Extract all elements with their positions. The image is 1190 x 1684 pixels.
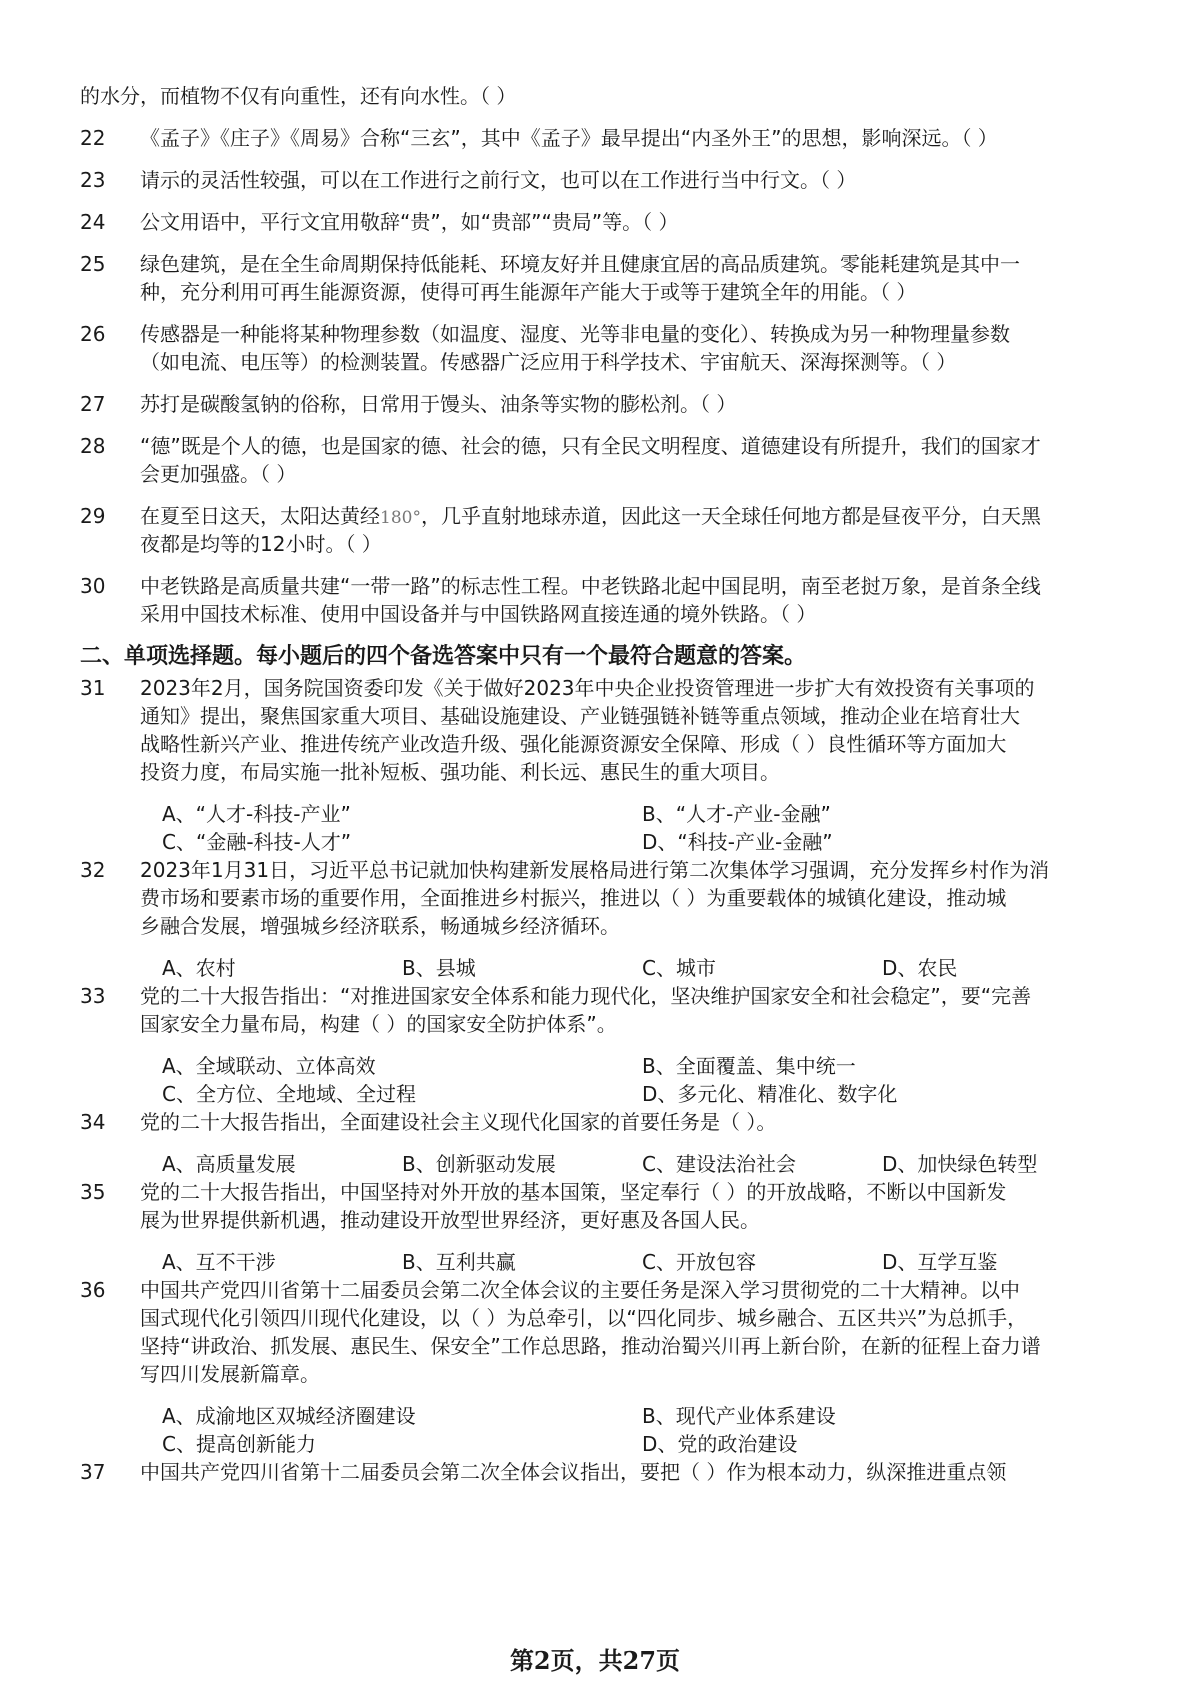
degree-value: 180° — [380, 508, 421, 528]
question-text: 夜都是均等的12小时。（ ） — [140, 532, 382, 556]
option-a: A、互不干涉 — [162, 1250, 276, 1274]
option-d: D、“科技-产业-金融” — [642, 830, 833, 854]
question-number: 30 — [80, 574, 106, 598]
option-b: B、全面覆盖、集中统一 — [642, 1054, 856, 1078]
question-text: 2023年2月，国务院国资委印发《关于做好2023年中央企业投资管理进一步扩大有效投资有关事项的 — [140, 676, 1035, 700]
option-b: B、“人才-产业-金融” — [642, 802, 831, 826]
question-text: 国式现代化引领四川现代化建设，以（ ）为总牵引，以“四化同步、城乡融合、五区共兴”为总抓手， — [140, 1306, 1028, 1330]
question-text: 公文用语中，平行文宜用敬辞“贵”，如“贵部”“贵局”等。（ ） — [140, 210, 679, 234]
question-text: 党的二十大报告指出，中国坚持对外开放的基本国策，坚定奉行（ ）的开放战略，不断以中国新发 — [140, 1180, 1007, 1204]
option-c: C、城市 — [642, 956, 716, 980]
question-number: 31 — [80, 676, 106, 700]
option-b: B、县城 — [402, 956, 476, 980]
question-text: 请示的灵活性较强，可以在工作进行之前行文，也可以在工作进行当中行文。（ ） — [140, 168, 857, 192]
question-text: 《孟子》《庄子》《周易》合称“三玄”，其中《孟子》最早提出“内圣外王”的思想，影响深远。（ ） — [140, 126, 998, 150]
option-a: A、成渝地区双城经济圈建设 — [162, 1404, 416, 1428]
question-text: （如电流、电压等）的检测装置。传感器广泛应用于科学技术、宇宙航天、深海探测等。（ ） — [140, 350, 957, 374]
option-d: D、多元化、精准化、数字化 — [642, 1082, 898, 1106]
option-c: C、提高创新能力 — [162, 1432, 316, 1456]
question-number: 24 — [80, 210, 106, 234]
question-number: 32 — [80, 858, 106, 882]
question-text: 中国共产党四川省第十二届委员会第二次全体会议的主要任务是深入学习贯彻党的二十大精神。以中 — [140, 1278, 1020, 1302]
option-d: D、农民 — [882, 956, 958, 980]
question-text: 采用中国技术标准、使用中国设备并与中国铁路网直接连通的境外铁路。（ ） — [140, 602, 817, 626]
question-number: 22 — [80, 126, 106, 150]
option-c: C、“金融-科技-人才” — [162, 830, 352, 854]
question-text: 展为世界提供新机遇，推动建设开放型世界经济，更好惠及各国人民。 — [140, 1208, 760, 1232]
question-text: 会更加强盛。（ ） — [140, 462, 297, 486]
question-text: 费市场和要素市场的重要作用，全面推进乡村振兴，推进以（ ）为重要载体的城镇化建设，推动城 — [140, 886, 1007, 910]
option-a: A、农村 — [162, 956, 236, 980]
section-heading: 二、单项选择题。每小题后的四个备选答案中只有一个最符合题意的答案。 — [80, 644, 807, 669]
question-text: 种，充分利用可再生能源资源，使得可再生能源年产能大于或等于建筑全年的用能。（ ） — [140, 280, 917, 304]
question-number: 34 — [80, 1110, 106, 1134]
question-text: 绿色建筑，是在全生命周期保持低能耗、环境友好并且健康宜居的高品质建筑。零能耗建筑是其中一 — [140, 252, 1020, 276]
question-text: 写四川发展新篇章。 — [140, 1362, 320, 1386]
question-number: 35 — [80, 1180, 106, 1204]
question-text: “德”既是个人的德，也是国家的德、社会的德，只有全民文明程度、道德建设有所提升，我们的国家才 — [140, 434, 1041, 458]
option-b: B、现代产业体系建设 — [642, 1404, 836, 1428]
question-number: 26 — [80, 322, 106, 346]
option-d: D、党的政治建设 — [642, 1432, 798, 1456]
question-text: 党的二十大报告指出：“对推进国家安全体系和能力现代化，坚决维护国家安全和社会稳定”，要“完善 — [140, 984, 1032, 1008]
option-c: C、开放包容 — [642, 1250, 756, 1274]
question-text: 乡融合发展，增强城乡经济联系，畅通城乡经济循环。 — [140, 914, 620, 938]
text-segment: 在夏至日这天，太阳达黄经 — [140, 504, 380, 528]
option-c: C、建设法治社会 — [642, 1152, 796, 1176]
question-number: 37 — [80, 1460, 106, 1484]
question-text — [140, 503, 1041, 531]
option-a: A、“人才-科技-产业” — [162, 802, 351, 826]
question-text: 国家安全力量布局，构建（ ）的国家安全防护体系”。 — [140, 1012, 617, 1036]
question-text: 2023年1月31日，习近平总书记就加快构建新发展格局进行第二次集体学习强调，充分发挥乡村作为消 — [140, 858, 1050, 882]
question-text: 党的二十大报告指出，全面建设社会主义现代化国家的首要任务是（ ）。 — [140, 1110, 777, 1134]
option-a: A、高质量发展 — [162, 1152, 296, 1176]
option-b: B、互利共赢 — [402, 1250, 516, 1274]
question-text: 中老铁路是高质量共建“一带一路”的标志性工程。中老铁路北起中国昆明，南至老挝万象，是首条全线 — [140, 574, 1041, 598]
option-d: D、加快绿色转型 — [882, 1152, 1038, 1176]
q21-tail: 的水分，而植物不仅有向重性，还有向水性。（ ） — [80, 84, 517, 108]
question-text: 投资力度，布局实施一批补短板、强功能、利长远、惠民生的重大项目。 — [140, 760, 780, 784]
question-number: 23 — [80, 168, 106, 192]
question-text: 战略性新兴产业、推进传统产业改造升级、强化能源资源安全保障、形成（ ）良性循环等方面加大 — [140, 732, 1007, 756]
option-d: D、互学互鉴 — [882, 1250, 998, 1274]
question-number: 29 — [80, 504, 106, 528]
option-b: B、创新驱动发展 — [402, 1152, 556, 1176]
question-number: 36 — [80, 1278, 106, 1302]
page-footer: 第2页，共27页 — [509, 1646, 681, 1675]
option-a: A、全域联动、立体高效 — [162, 1054, 376, 1078]
text-segment: ，几乎直射地球赤道，因此这一天全球任何地方都是昼夜平分，白天黑 — [420, 504, 1041, 528]
question-text: 坚持“讲政治、抓发展、惠民生、保安全”工作总思路，推动治蜀兴川再上新台阶，在新的征程上奋力谱 — [140, 1334, 1041, 1358]
question-text: 中国共产党四川省第十二届委员会第二次全体会议指出，要把（ ）作为根本动力，纵深推进重点领 — [140, 1460, 1007, 1484]
question-number: 33 — [80, 984, 106, 1008]
question-number: 28 — [80, 434, 106, 458]
question-text: 传感器是一种能将某种物理参数（如温度、湿度、光等非电量的变化）、转换成为另一种物理量参数 — [140, 322, 1010, 346]
question-number: 25 — [80, 252, 106, 276]
question-number: 27 — [80, 392, 106, 416]
question-text: 苏打是碳酸氢钠的俗称，日常用于馒头、油条等实物的膨松剂。（ ） — [140, 392, 737, 416]
option-c: C、全方位、全地域、全过程 — [162, 1082, 416, 1106]
question-text: 通知》提出，聚焦国家重大项目、基础设施建设、产业链强链补链等重点领域，推动企业在培育壮大 — [140, 704, 1020, 728]
